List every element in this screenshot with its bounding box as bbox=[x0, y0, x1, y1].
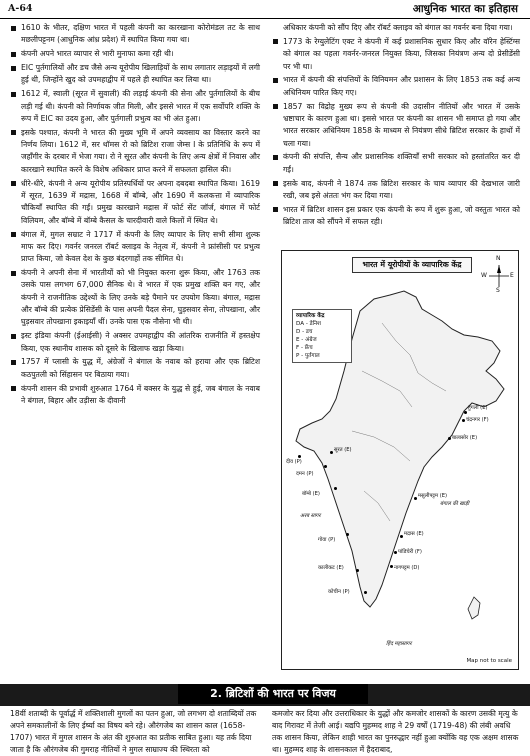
bullet-paragraph: धीरे-धीरे, कंपनी ने अन्य यूरोपीय प्रतिस्पर्धियों पर अपना दबदबा स्थापित किया। 1619 में सूरत, 1639 में मद्रास, 1668 में बॉम्बे, और 1690 में कलकत्ता में व्यापारिक चौकियाँ स्थापित की गईं। प्रमुख कारखाने मद्रास में फोर्ट सेंट जॉर्ज, बंगाल में फोर्ट विलियम, और बॉम्बे में बॉम्बे कैसल के चारदीवारी वाले किलों में स्थित थे। bbox=[10, 178, 260, 227]
bottom-right-text: कमजोर कर दिया और उत्तराधिकार के युद्धों और कमजोर शासकों के कारण उसकी मृत्यु के बाद गिरावट में तेजी आई। यद्यपि मुहम्मद शाह ने 29 वर्षों (1719-48) की लंबी अवधि तक शासन किया, लेकिन शाही भारत का पुनरुद्धार नहीं हुआ क्योंकि वह एक अक्षम शासक था। मुहम्मद शाह के शासनकाल में हैदराबाद, bbox=[272, 709, 519, 754]
map-place-label: मसुलीपट्टम (E) bbox=[418, 493, 448, 499]
map-place-label: पांडिचेरी (F) bbox=[398, 549, 422, 555]
map-place-label: चंद्रनगर (F) bbox=[466, 417, 489, 423]
bullet-paragraph: 1857 का विद्रोह मुख्य रूप से कंपनी की उदासीन नीतियों और भारत में उसके भ्रष्टाचार के कारण हुआ था। इससे भारत पर कंपनी का शासन भी समाप्त हो गया और भारत सरकार अधिनियम 1858 के माध्यम से नियंत्रण सीधे ब्रिटिश सरकार के हाथों में चला गया। bbox=[272, 101, 520, 150]
bullet-paragraph: भारत में ब्रिटिश शासन इस प्रकार एक कंपनी के रूप में शुरू हुआ, जो वस्तुतः भारत को ब्रिटिश ताज को सौंपने में सफल रही। bbox=[272, 204, 520, 229]
book-title: आधुनिक भारत का इतिहास bbox=[412, 3, 518, 15]
bullet-paragraph: कंपनी अपने भारत व्यापार से भारी मुनाफा कमा रही थी। bbox=[10, 48, 260, 60]
map-legend bbox=[292, 309, 352, 363]
bullet-paragraph: EIC पुर्तगालियों और डच जैसे अन्य यूरोपीय खिलाड़ियों के साथ लगातार लड़ाइयों में लगी हुई थी, जिन्होंने खुद को उपमहाद्वीप में पहले ही स्थापित कर लिया था। bbox=[10, 62, 260, 87]
bullet-paragraph: 1610 के भीतर, दक्षिण भारत में पहली कंपनी का कारखाना कोरोमंडल तट के साथ मछलीपट्टनम (आधुनिक आंध्र प्रदेश) में स्थापित किया गया था। bbox=[10, 22, 260, 47]
sea-label: हिंद महासागर bbox=[386, 641, 412, 647]
map-place-label: सूरत (E) bbox=[334, 447, 352, 453]
bullet-paragraph: भारत में कंपनी की संपत्तियों के विनियमन और प्रशासन के लिए 1853 तक कई अन्य अधिनियम पारित किए गए। bbox=[272, 74, 520, 99]
bullet-paragraph: कंपनी ने अपनी सेना में भारतीयों को भी नियुक्त करना शुरू किया, और 1763 तक उसके पास लगभग 67,000 सैनिक थे। वे भारत में एक प्रमुख शक्ति बन गए, और कंपनी ने राजनीतिक उद्देश्यों के लिए उनके बड़े पैमाने पर उपयोग किया। बंगाल, मद्रास और बॉम्बे की प्रत्येक प्रेसिडेंसी के पास अपनी पैदल सेना, घुड़सवार सेना, तोपखाना, और घुड़सवार तोपखाना इकाइयाँ थीं। उनके पास एक नौसेना भी थी। bbox=[10, 267, 260, 329]
sea-label: अरब सागर bbox=[300, 513, 321, 519]
compass-north: N bbox=[496, 255, 501, 262]
legend-item: DA - डेनिश bbox=[296, 321, 321, 327]
compass-south: S bbox=[496, 287, 500, 294]
sea-label: बंगाल की खाड़ी bbox=[440, 501, 470, 507]
map-place-label: बॉम्बे (E) bbox=[302, 491, 320, 497]
map-place-label: दमन (P) bbox=[296, 471, 314, 477]
legend-item: P - पुर्तगाल bbox=[296, 353, 320, 359]
bottom-left-text: 18वीं शताब्दी के पूर्वार्द्ध में शक्तिशाली मुगलों का पतन हुआ, जो लगभग दो शताब्दियों तक अपने समकालीनों के लिए ईर्ष्या का विषय बने रहे। औरंगजेब का शासन काल (1658-1707) भारत में मुगल शासन के अंत की शुरुआत का प्रतीक साबित हुआ। यह तर्क दिया जाता है कि औरंगजेब की गुमराह नीतियों ने मुगल साम्राज्य की स्थिरता को bbox=[10, 709, 257, 754]
page-header bbox=[0, 0, 530, 19]
compass-east: E bbox=[510, 272, 514, 279]
bullet-paragraph: कंपनी शासन की प्रभावी शुरुआत 1764 में बक्सर के युद्ध से हुई, जब बंगाल के नवाब ने बंगाल, बिहार और उड़ीसा के दीवानी bbox=[10, 383, 260, 408]
trade-centers-map bbox=[281, 250, 519, 670]
bullet-paragraph: 1612 में, स्वाली (सूरत में सुवाली) की लड़ाई कंपनी की सेना और पुर्तगालियों के बीच लड़ी गई थी। कंपनी को निर्णायक जीत मिली, और इससे भारत में एक सर्वोपरि शक्ति के रूप में EIC का उदय हुआ, और पुर्तगाली प्रभुत्व का भी अंत हुआ। bbox=[10, 88, 260, 125]
bullet-paragraph: इसके बाद, कंपनी ने 1874 तक ब्रिटिश सरकार के चाय व्यापार की देखभाल जारी रखी, जब इसे अंततः भंग कर दिया गया। bbox=[272, 178, 520, 203]
right-column bbox=[272, 22, 520, 230]
map-place-label: कालीकट (E) bbox=[318, 565, 344, 571]
legend-item: D - डच bbox=[296, 329, 313, 335]
continued-paragraph: अधिकार कंपनी को सौंप दिए और रॉबर्ट क्लाइव को बंगाल का गवर्नर बना दिया गया। bbox=[283, 23, 513, 32]
map-place-label: हुगली (E) bbox=[468, 405, 488, 411]
legend-item: E - अंग्रेज bbox=[296, 337, 317, 343]
map-place-label: बालासोर (E) bbox=[452, 435, 478, 441]
map-place-label: नागपट्टम (D) bbox=[394, 565, 420, 571]
map-scale-note: Map not to scale bbox=[466, 658, 512, 664]
left-column bbox=[10, 22, 260, 409]
bullet-paragraph: कंपनी की संपत्ति, सैन्य और प्रशासनिक शक्तियाँ सभी सरकार को हस्तांतरित कर दी गईं। bbox=[272, 151, 520, 176]
legend-item: F - फ्रेंच bbox=[296, 345, 313, 351]
bullet-paragraph: इस्ट इंडिया कंपनी (ईआईसी) ने अक्सर उपमहाद्वीप की आंतरिक राजनीति में हस्तक्षेप किया, एक स्थानीय शासक को दूसरे के खिलाफ खड़ा किया। bbox=[10, 330, 260, 355]
bullet-paragraph: 1773 के रेग्युलेटिंग एक्ट ने कंपनी में कई प्रशासनिक सुधार किए और वॉरेन हेस्टिंग्स को बंगाल का पहला गवर्नर-जनरल नियुक्त किया, जिसका नियंत्रण अन्य दो प्रेसीडेंसी पर भी था। bbox=[272, 36, 520, 73]
legend-heading: व्यापारिक केंद्र bbox=[296, 313, 325, 319]
map-place-label: कोचीन (P) bbox=[328, 589, 350, 595]
map-place-label: दीव (P) bbox=[286, 459, 302, 465]
section-banner bbox=[0, 684, 530, 706]
map-place-label: मद्रास (E) bbox=[404, 531, 424, 537]
bullet-paragraph: इसके पश्चात, कंपनी ने भारत की मुख्य भूमि में अपने व्यवसाय का विस्तार करने का निर्णय लिया। 1612 में, सर थॉमस रो को ब्रिटिश राजा जेम्स I के प्रतिनिधि के रूप में जहाँगीर के दरबार में भेजा गया। रो ने सूरत और कंपनी के लिए अन्य क्षेत्रों में निवास और कारखाने स्थापित करने के विशेष अधिकार प्राप्त करने में सफलता हासिल की। bbox=[10, 127, 260, 176]
page-number: A-64 bbox=[8, 3, 33, 14]
bullet-paragraph: 1757 में प्लासी के युद्ध में, अंग्रेजों ने बंगाल के नवाब को हराया और एक ब्रिटिश कठपुतली को सिंहासन पर बिठाया गया। bbox=[10, 356, 260, 381]
bullet-paragraph: बंगाल में, मुगल सम्राट ने 1717 में कंपनी के लिए व्यापार के लिए सभी सीमा शुल्क माफ कर दिए। गवर्नर जनरल रॉबर्ट क्लाइव के नेतृत्व में, कंपनी ने फ्रांसीसी पर प्रभुत्व प्राप्त किया, जो केवल देश के कुछ बंदरगाहों तक सीमित थे। bbox=[10, 229, 260, 266]
map-title: भारत में यूरोपीयों के व्यापारिक केंद्र bbox=[352, 257, 472, 273]
map-place-label: गोवा (P) bbox=[318, 537, 336, 543]
compass-icon bbox=[481, 255, 514, 294]
compass-west: W bbox=[481, 272, 487, 279]
section-title: 2. ब्रिटिशों की भारत पर विजय bbox=[178, 684, 368, 704]
